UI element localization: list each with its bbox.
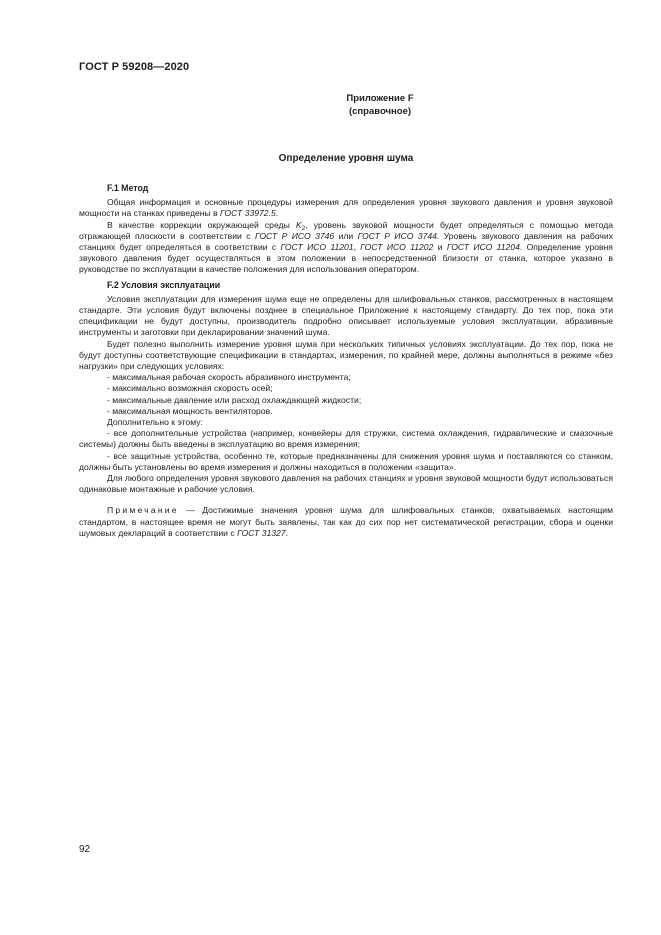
ref-iso-11202: ГОСТ ИСО 11202 bbox=[360, 242, 434, 253]
note: Примечание — Достижимые значения уровня шума для шлифовальных станков, охватываемых настоящим стандартом, в настоящее время не могут быть заявлены, так как до сих пор нет систематической регистрации, сбора и оценки шумовых деклараций в соответствии с ГОСТ 31327. bbox=[79, 505, 613, 538]
f1-heading: F.1 Метод bbox=[107, 183, 149, 193]
k2-symbol: K bbox=[295, 219, 302, 230]
list-item: - максимальные давление или расход охлаждающей жидкости; bbox=[107, 394, 362, 405]
f2-paragraph-2: Будет полезно выполнить измерение уровня шума при нескольких типичных условиях эксплуатации. До тех пор, пока не будут доступны соответствующие спецификации в стандартах, измерения, по крайней мере, должны выполняться в режиме «без нагрузки» при следующих условиях: bbox=[79, 338, 613, 372]
annex-status: (справочное) bbox=[348, 106, 412, 117]
ref-iso-3746: ГОСТ Р ИСО 3746 bbox=[254, 230, 335, 241]
f2-paragraph-5: - все защитные устройства, особенно те, которые предназначены для снижения уровня шума и поставляются со станком, должны быть установлены во время измерения и должны находиться в положении «защита». bbox=[79, 450, 613, 472]
page-number: 92 bbox=[79, 844, 91, 855]
f1-paragraph-2: В качестве коррекции окружающей среды $K_2$, уровень звуковой мощности будет определяться с помощью метода отражающей плоскости в соответствии с ГОСТ Р ИСО 3746 или ГОСТ Р ИСО 3744. Уровень звукового давления на рабочих станциях будет определяться в соответствии с ГОСТ ИСО 11201, ГОСТ ИСО 11202 и ГОСТ ИСО 11204. Определение уровня звукового давления будет осуществляться в этом положении в непосредственной близости от станка, которое указано в руководстве по эксплуатации в качестве положения для использования оператором. bbox=[79, 219, 613, 275]
annex-title: Приложение F bbox=[346, 93, 414, 104]
annex-heading bbox=[250, 92, 510, 118]
f2-paragraph-6: Для любого определения уровня звукового давления на рабочих станциях и уровня звуковой мощности будут использоваться одинаковые монтажные и рабочие условия. bbox=[79, 473, 613, 495]
ref-gost-31327: ГОСТ 31327 bbox=[237, 527, 286, 538]
ref-iso-11204: ГОСТ ИСО 11204 bbox=[446, 242, 520, 253]
ref-iso-11201: ГОСТ ИСО 11201 bbox=[280, 242, 354, 253]
ref-iso-3744: ГОСТ Р ИСО 3744 bbox=[357, 230, 437, 241]
f2-paragraph-4: - все дополнительные устройства (например, конвейеры для стружки, система охлаждения, гидравлические и смазочные системы) должны быть введены в эксплуатацию во время измерения; bbox=[79, 428, 613, 450]
f2-paragraph-3: Дополнительно к этому: bbox=[107, 417, 203, 428]
list-item: - максимальная мощность вентиляторов. bbox=[107, 405, 273, 416]
f2-heading: F.2 Условия эксплуатации bbox=[107, 279, 221, 290]
note-label: Примечание bbox=[107, 505, 179, 516]
standard-code: ГОСТ Р 59208—2020 bbox=[79, 61, 190, 73]
list-item: - максимально возможная скорость осей; bbox=[107, 383, 273, 394]
f2-paragraph-1: Условия эксплуатации для измерения шума еще не определены для шлифовальных станков, рассмотренных в настоящем стандарте. Эти условия будут включены позднее в специальное Приложение к настоящему стандарту. До тех пор, пока эти спецификации не будут доступны, производитель подробно описывает используемые условия эксплуатации, абразивные инструменты и заготовки при декларировании значений шума. bbox=[79, 293, 613, 338]
list-item: - максимальная рабочая скорость абразивного инструмента; bbox=[107, 372, 351, 383]
f1-paragraph-1: Общая информация и основные процедуры измерения для определения уровня звукового давления и уровня звуковой мощности на станках приведены в ГОСТ 33972.5. bbox=[79, 197, 613, 219]
ref-gost-33972-5: ГОСТ 33972.5 bbox=[220, 208, 276, 219]
document-body bbox=[79, 183, 613, 539]
section-title: Определение уровня шума bbox=[278, 153, 414, 164]
